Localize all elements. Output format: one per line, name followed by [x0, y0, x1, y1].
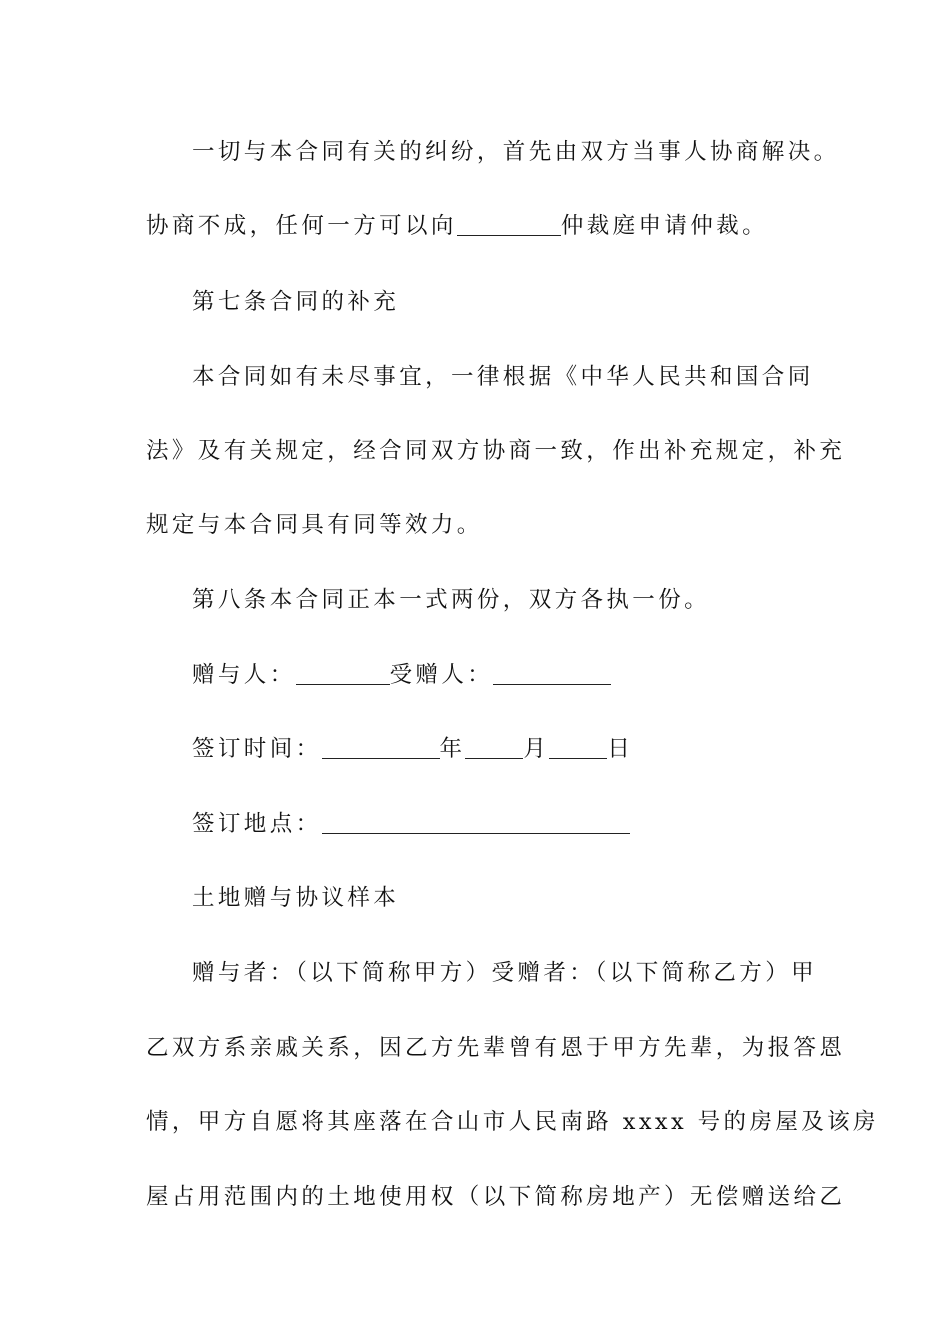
month-blank — [465, 736, 523, 759]
month-label: 月 — [523, 736, 550, 762]
text-span: 协商不成，任何一方可以向 — [146, 213, 457, 239]
text-span: 一切与本合同有关的纠纷，首先由双方当事人协商解决。 — [192, 139, 840, 165]
text-span: 规定与本合同具有同等效力。 — [146, 512, 483, 538]
donee-blank — [493, 662, 611, 685]
article-7-heading — [192, 282, 950, 322]
donee-label: 受赠人： — [389, 662, 494, 688]
article-7-line-3 — [146, 505, 950, 545]
text-span: 第七条合同的补充 — [192, 289, 400, 315]
text-span: 赠与者：（以下简称甲方）受赠者：（以下简称乙方）甲 — [192, 960, 818, 986]
year-blank — [322, 736, 440, 759]
agreement-line-3 — [146, 1102, 950, 1142]
article-7-line-1 — [192, 357, 950, 397]
donor-label: 赠与人： — [192, 662, 296, 688]
place-blank — [322, 811, 630, 834]
text-span: 第八条本合同正本一式两份，双方各执一份。 — [192, 587, 711, 613]
day-label: 日 — [607, 736, 634, 762]
donor-blank — [296, 662, 390, 685]
paragraph-dispute-line-2 — [146, 206, 950, 246]
agreement-line-4 — [146, 1177, 950, 1217]
text-span: 屋占用范围内的土地使用权（以下简称房地产）无偿赠送给乙 — [146, 1184, 846, 1210]
text-span: 法》及有关规定，经合同双方协商一致，作出补充规定，补充 — [146, 438, 846, 464]
article-7-line-2 — [146, 431, 950, 471]
signing-place — [192, 804, 950, 844]
paragraph-dispute-line-1 — [192, 132, 950, 172]
article-8 — [192, 580, 950, 620]
section-title — [192, 878, 950, 918]
year-label: 年 — [439, 736, 466, 762]
place-label: 签订地点： — [192, 811, 322, 837]
date-label: 签订时间： — [192, 736, 322, 762]
signing-date — [192, 729, 950, 769]
signature-parties — [192, 655, 950, 695]
agreement-line-1 — [192, 953, 950, 993]
text-span: 情，甲方自愿将其座落在合山市人民南路 xxxx 号的房屋及该房 — [146, 1109, 879, 1135]
day-blank — [549, 736, 607, 759]
text-span: 土地赠与协议样本 — [192, 885, 400, 911]
text-span: 本合同如有未尽事宜，一律根据《中华人民共和国合同 — [192, 364, 814, 390]
text-span: 仲裁庭申请仲裁。 — [560, 213, 769, 239]
arbitration-blank — [457, 213, 561, 236]
text-span: 乙双方系亲戚关系，因乙方先辈曾有恩于甲方先辈，为报答恩 — [146, 1035, 846, 1061]
agreement-line-2 — [146, 1028, 950, 1068]
